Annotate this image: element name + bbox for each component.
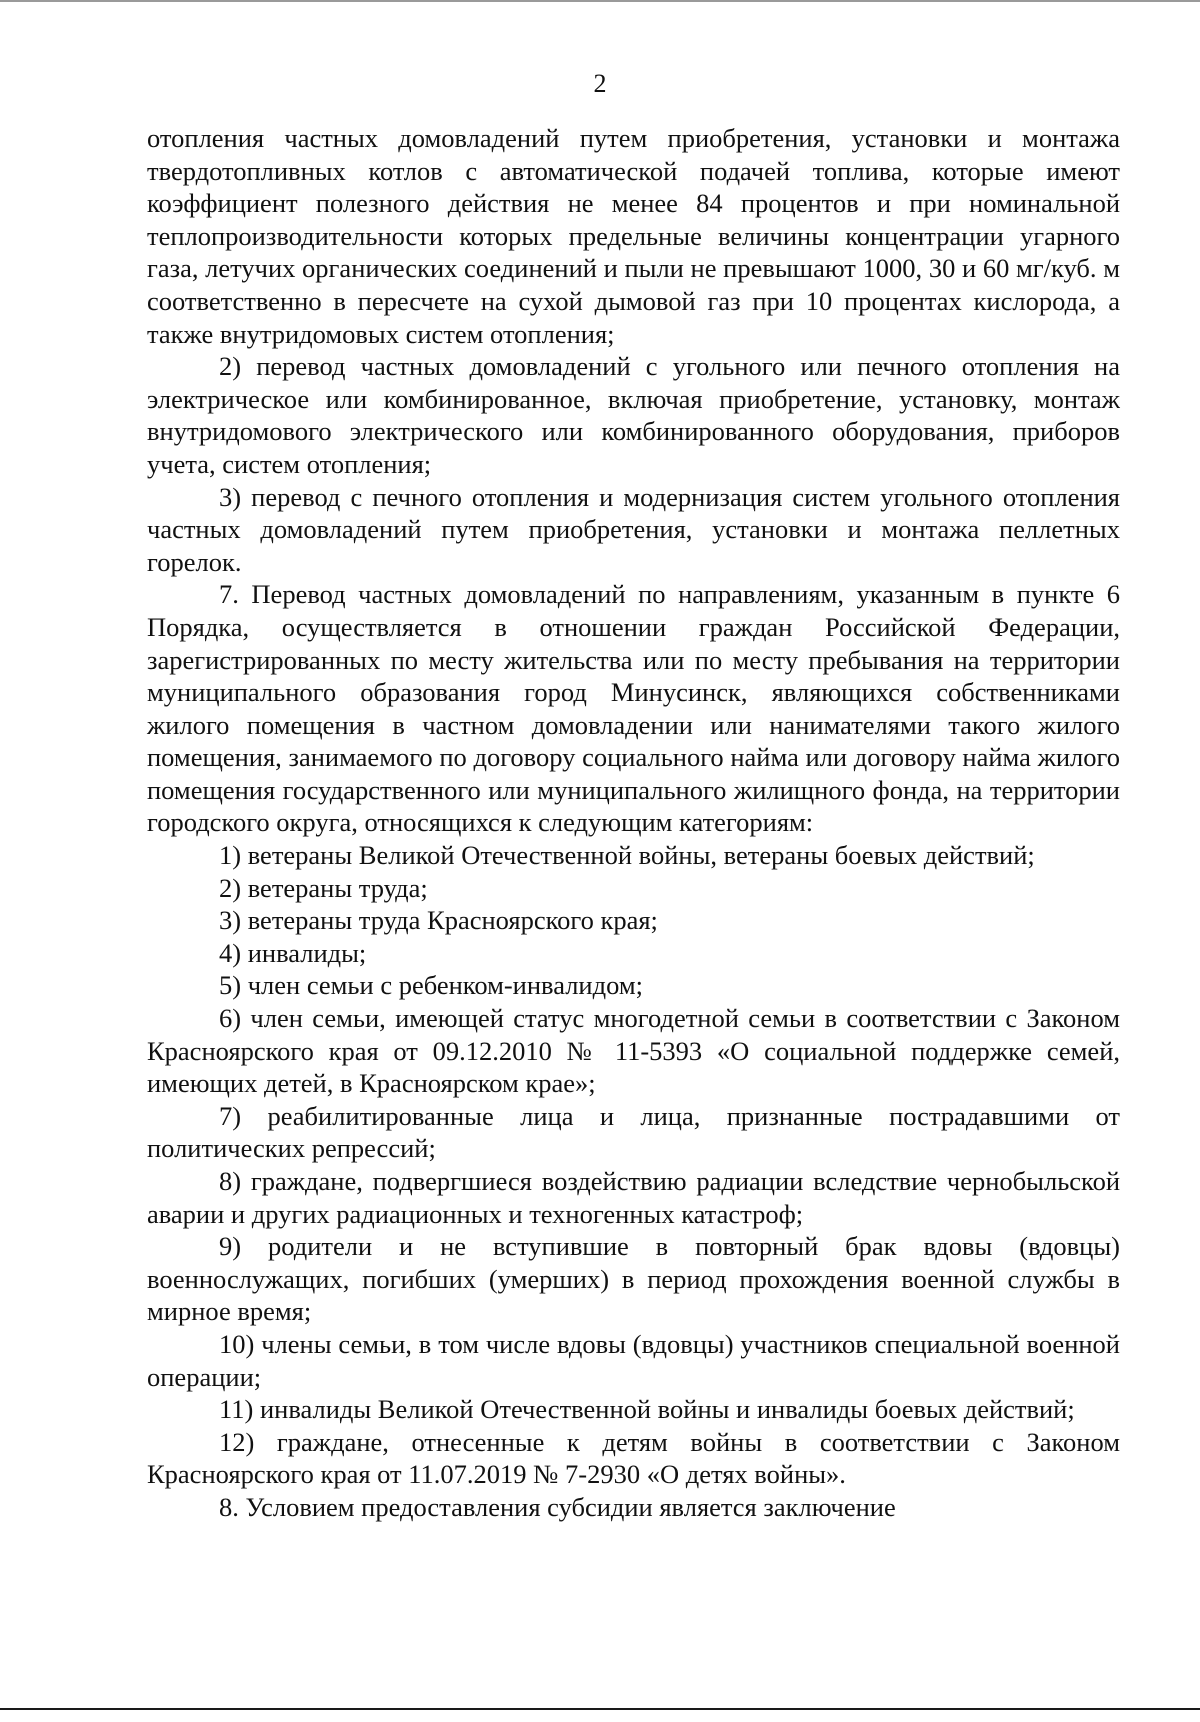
clause-8: 8. Условием предоставления субсидии является заключение: [219, 1491, 896, 1522]
scan-bottom-edge: [0, 1708, 1200, 1722]
category-8: 8) граждане, подвергшиеся воздействию радиации вследствие чернобыльской аварии и других радиационных и техногенных катастроф;: [147, 1166, 1120, 1229]
list-item-3: 3) перевод с печного отопления и модернизация систем угольного отопления частных домовладений путем приобретения, установки и монтажа пеллетных горелок.: [147, 481, 1120, 577]
list-item-2: 2) перевод частных домовладений с угольного или печного отопления на электрическое или комбинированное, включая приобретение, установку, монтаж внутридомового электрического или комбинированного оборудования, приборов учета, систем отопления;: [147, 351, 1120, 479]
clause-7: 7. Перевод частных домовладений по направлениям, указанным в пункте 6 Порядка, осуществляется в отношении граждан Российской Федерации, зарегистрированных по месту жительства или по месту пребывания на территории муниципального образования город Минусинск, являющихся собственниками жилого помещения в частном домовладении или нанимателями такого жилого помещения, занимаемого по договору социального найма или договору найма жилого помещения государственного или муниципального жилищного фонда, на территории городского округа, относящихся к следующим категориям:: [147, 579, 1120, 838]
category-5: 5) член семьи с ребенком-инвалидом;: [219, 970, 643, 1001]
category-6: 6) член семьи, имеющей статус многодетной семьи в соответствии с Законом Красноярского края от 09.12.2010 № 11-5393 «О социальной поддержке семей, имеющих детей, в Красноярском крае»;: [147, 1003, 1120, 1099]
page-number: 2: [593, 69, 607, 98]
category-4: 4) инвалиды;: [219, 937, 367, 968]
category-12: 12) граждане, отнесенные к детям войны в соответствии с Законом Красноярского края от 11.07.2019 № 7-2930 «О детях войны».: [147, 1426, 1120, 1490]
category-3: 3) ветераны труда Красноярского края;: [219, 905, 658, 936]
category-7: 7) реабилитированные лица и лица, признанные пострадавшими от политических репрессий;: [147, 1100, 1120, 1164]
category-9: 9) родители и не вступившие в повторный брак вдовы (вдовцы) военнослужащих, погибших (умерших) в период прохождения военной службы в мирное время;: [147, 1231, 1120, 1327]
category-11: 11) инвалиды Великой Отечественной войны и инвалиды боевых действий;: [219, 1394, 1075, 1425]
category-2: 2) ветераны труда;: [219, 872, 428, 903]
scan-top-edge: [0, 0, 1200, 2]
category-1: 1) ветераны Великой Отечественной войны, ветераны боевых действий;: [219, 840, 1035, 871]
category-10: 10) члены семьи, в том числе вдовы (вдовцы) участников специальной военной операции;: [147, 1328, 1120, 1392]
document-body: [147, 122, 1120, 1524]
paragraph-continuation: отопления частных домовладений путем приобретения, установки и монтажа твердотопливных котлов с автоматической подачей топлива, которые имеют коэффициент полезного действия не менее 84 процентов и при номинальной теплопроизводительности которых предельные величины концентрации угарного газа, летучих органических соединений и пыли не превышают 1000, 30 и 60 мг/куб. м соответственно в пересчете на сухой дымовой газ при 10 процентах кислорода, а также внутридомовых систем отопления;: [147, 123, 1120, 349]
